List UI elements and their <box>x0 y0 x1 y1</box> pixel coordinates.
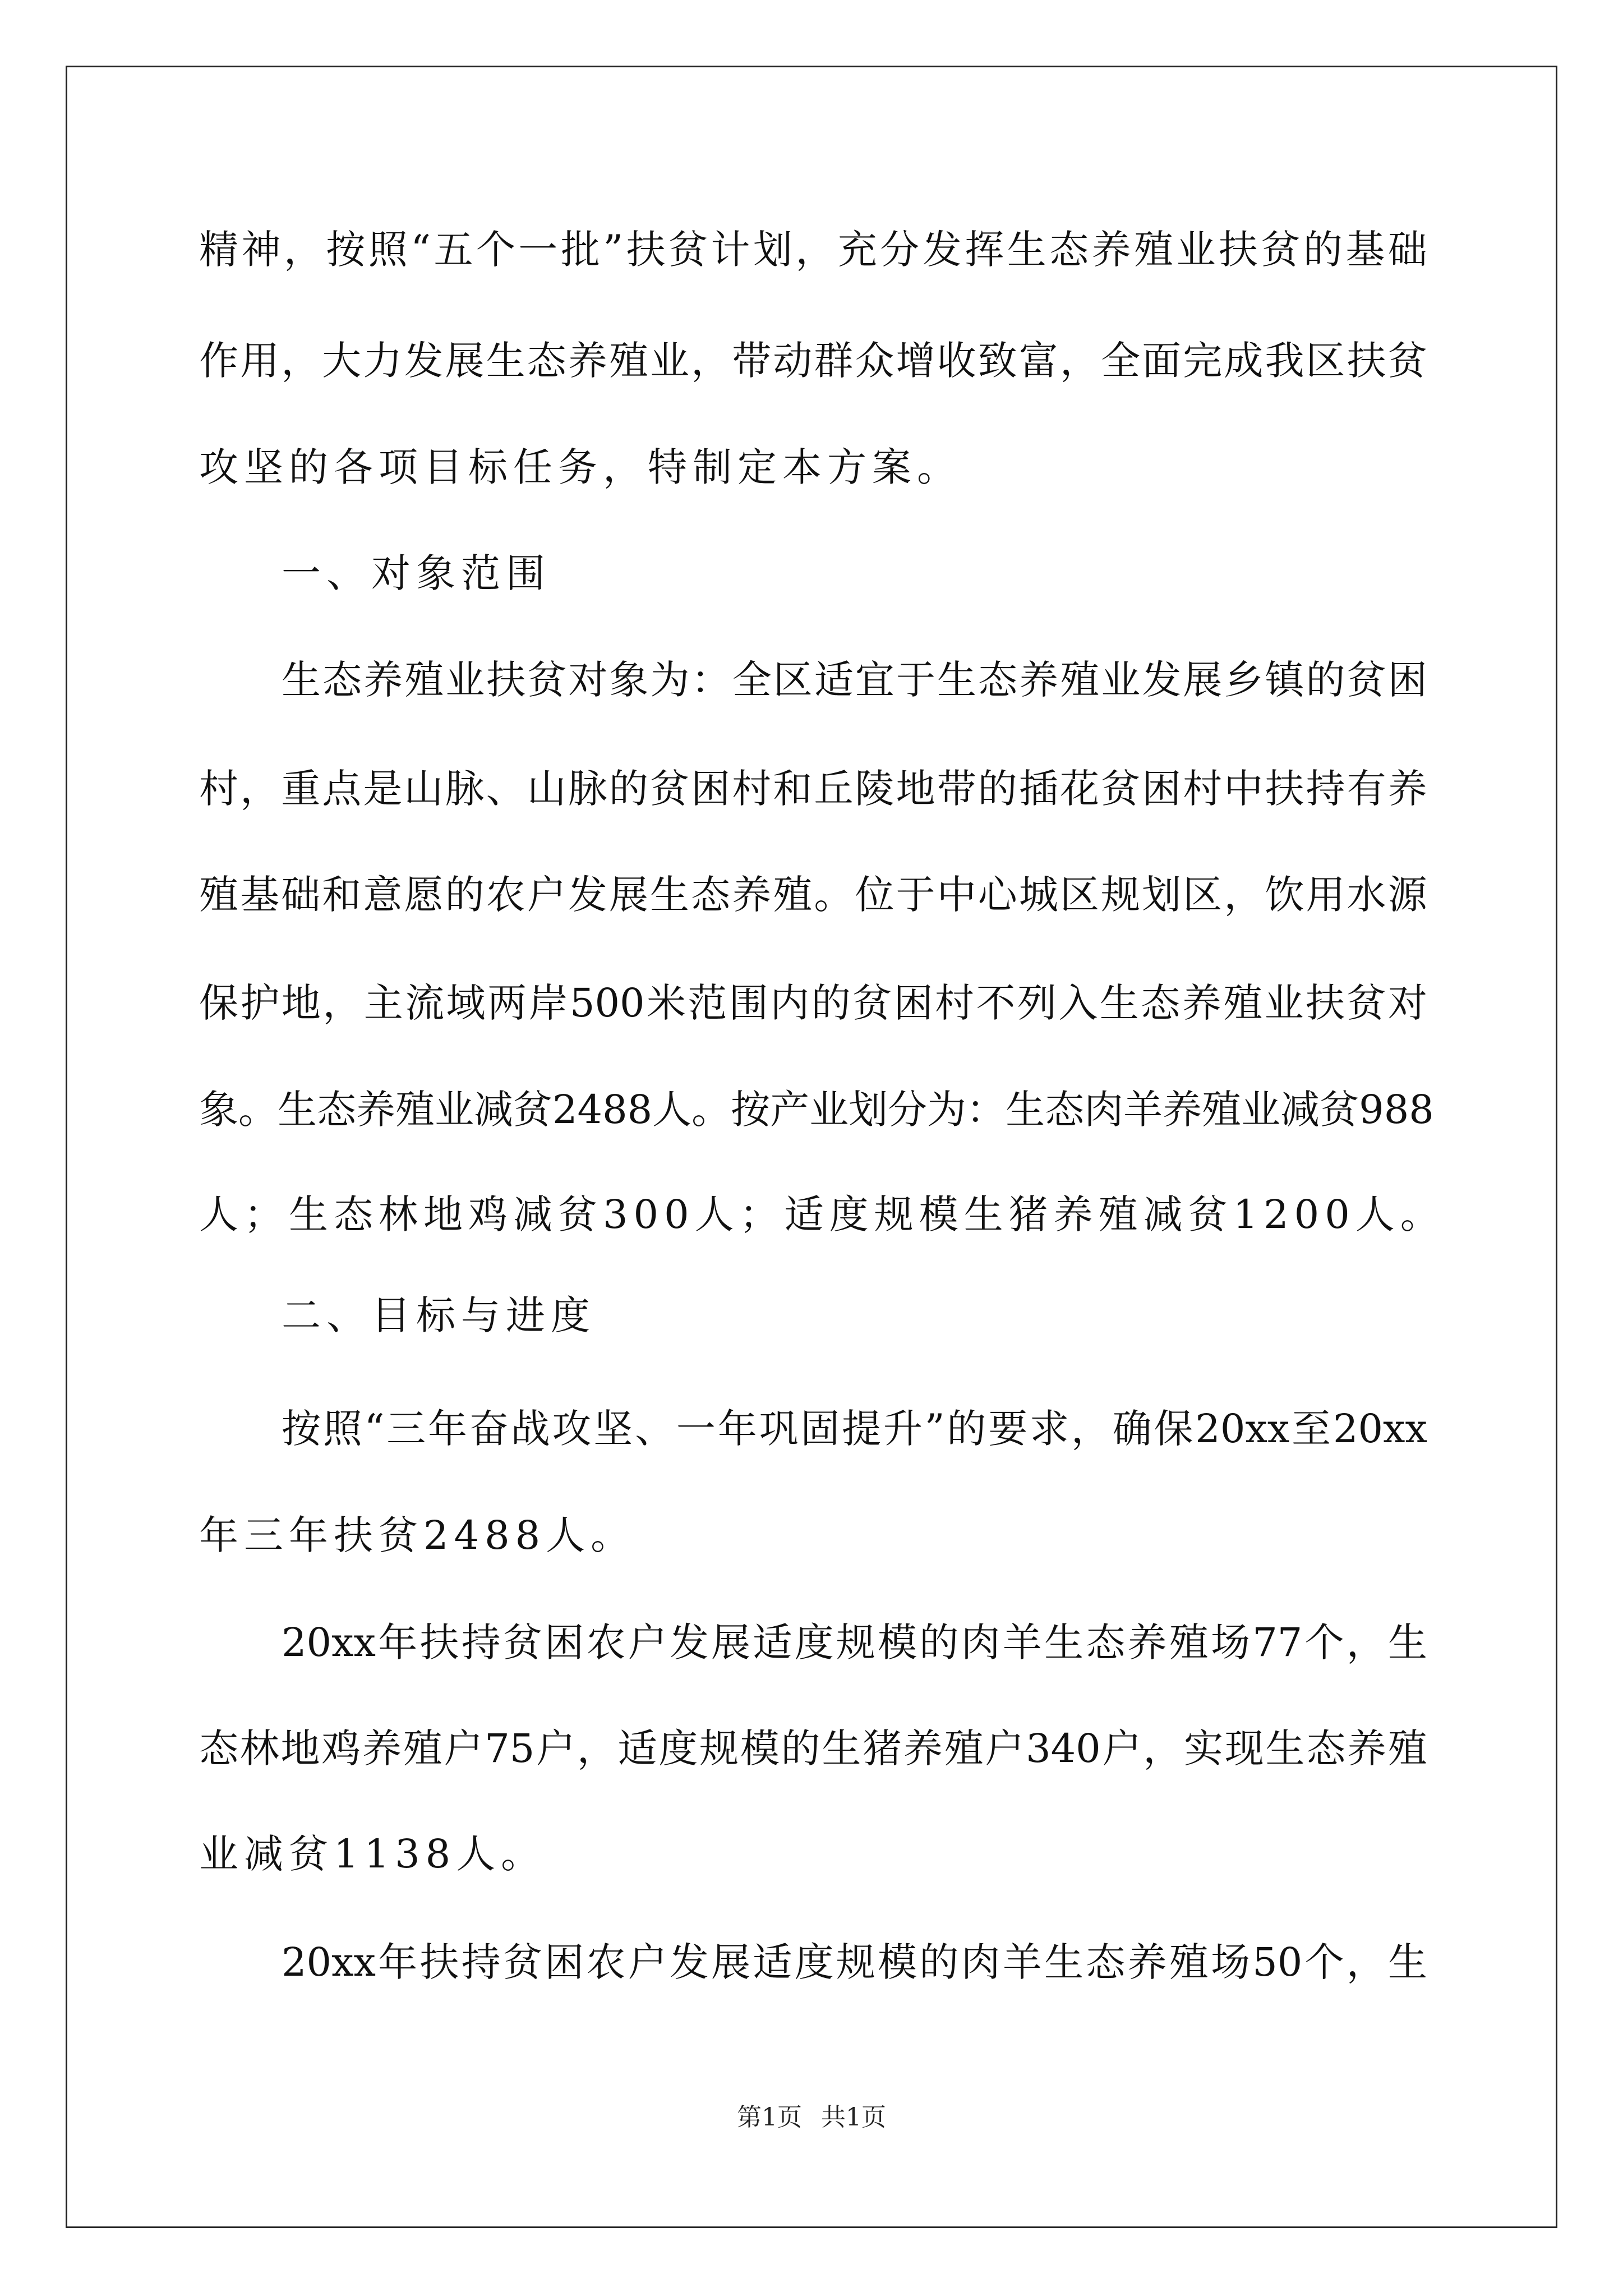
body-text-line: 生 态 养 殖 业 扶 贫 对 象 为 ： 全 区 适 宜 于 生 态 养 殖 业 发 展 乡 镇 的 贫 困 <box>282 657 1427 703</box>
page-border <box>66 66 1557 2228</box>
section-heading: 二、目标与进度 <box>282 1292 596 1338</box>
body-text-line: 精 神 ， 按 照 “ 五 个 一 批 ” 扶 贫 计 划 ， 充 分 发 挥 生 态 养 殖 业 扶 贫 的 基 础 <box>199 227 1427 273</box>
body-text-line: 态 林 地 鸡 养 殖 户 75 户 ， 适 度 规 模 的 生 猪 养 殖 户 340 户 ， 实 现 生 态 养 殖 <box>199 1726 1427 1772</box>
body-text-line: 业减贫1138人。 <box>199 1831 546 1877</box>
body-text-line: 殖 基 础 和 意 愿 的 农 户 发 展 生 态 养 殖 。 位 于 中 心 城 区 规 划 区 ， 饮 用 水 源 <box>199 872 1427 918</box>
body-text-line: 按 照 “ 三 年 奋 战 攻 坚 、 一 年 巩 固 提 升 ” 的 要 求 ， 确 保 20xx 至 20xx <box>282 1406 1427 1452</box>
body-text-line: 村 ， 重 点 是 山 脉 、 山 脉 的 贫 困 村 和 丘 陵 地 带 的 插 花 贫 困 村 中 扶 持 有 养 <box>199 766 1427 812</box>
body-text-line: 保 护 地 ， 主 流 域 两 岸 500 米 范 围 内 的 贫 困 村 不 列 入 生 态 养 殖 业 扶 贫 对 <box>199 980 1427 1026</box>
body-text-line: 作 用 ， 大 力 发 展 生 态 养 殖 业 ， 带 动 群 众 增 收 致 富 ， 全 面 完 成 我 区 扶 贫 <box>199 338 1427 384</box>
page-footer: 第1页 共1页 <box>737 2103 886 2132</box>
body-text-line: 象 。 生 态 养 殖 业 减 贫 2488 人 。 按 产 业 划 分 为 ： 生 态 肉 羊 养 殖 业 减 贫 988 <box>199 1087 1434 1133</box>
body-text-line: 攻坚的各项目标任务，特制定本方案。 <box>199 444 962 490</box>
body-text-line: 20xx 年 扶 持 贫 困 农 户 发 展 适 度 规 模 的 肉 羊 生 态 养 殖 场 77 个 ， 生 <box>282 1619 1427 1665</box>
body-text-line: 年三年扶贫2488人。 <box>199 1512 636 1558</box>
body-text-line: 人；生态林地鸡减贫300人；适度规模生猪养殖减贫1200人。 <box>199 1191 1445 1237</box>
section-heading: 一、对象范围 <box>282 550 551 596</box>
body-text-line: 20xx 年 扶 持 贫 困 农 户 发 展 适 度 规 模 的 肉 羊 生 态 养 殖 场 50 个 ， 生 <box>282 1939 1427 1985</box>
